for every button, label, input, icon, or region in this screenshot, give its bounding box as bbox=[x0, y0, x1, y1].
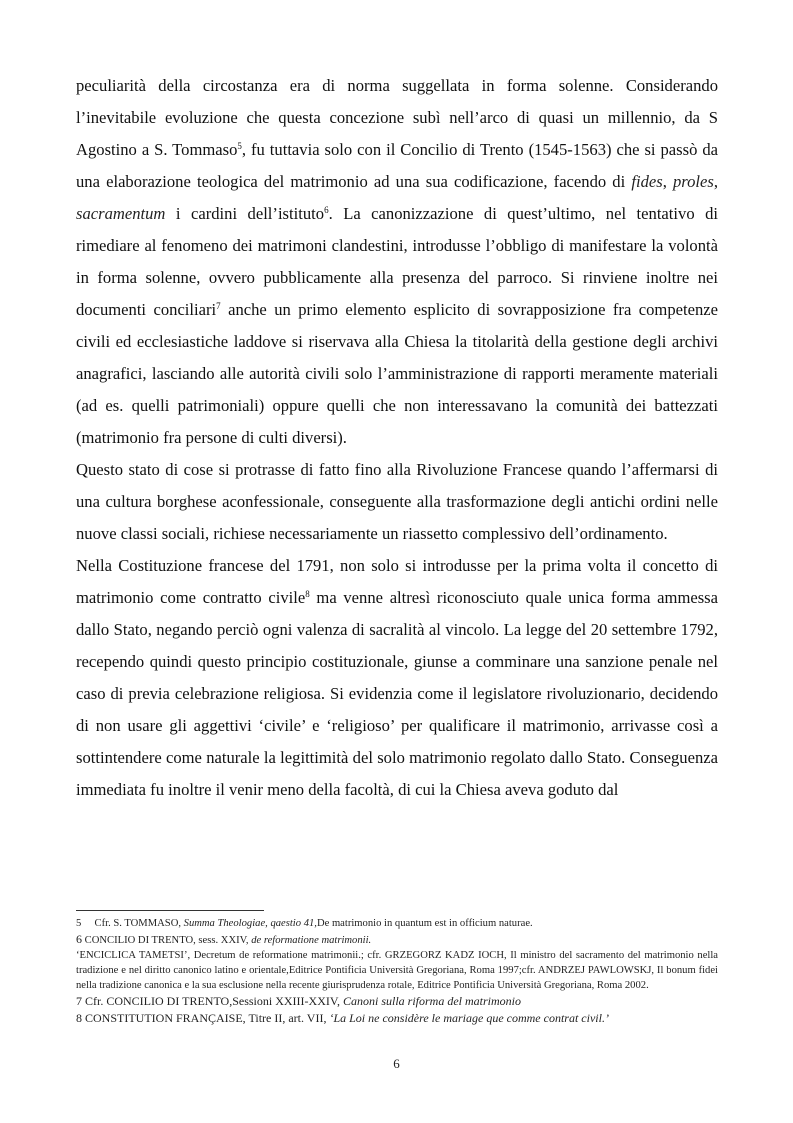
footnote-6 bbox=[76, 931, 718, 948]
term-proles: proles bbox=[672, 172, 714, 191]
footnote-ref-7[interactable]: 7 bbox=[216, 301, 221, 311]
text-run: anche un primo elemento esplicito di sovrapposizione fra competenze civili ed ecclesiastiche laddove si riservava alla Chiesa la titolarità della gestione degli archivi anagrafici, lasciando alle autorità civili solo l’amministrazione di rapporti meramente materiali (ad es. quelli patrimoniali) oppure quelli che non interessavano la comunità dei battezzati (matrimonio fra persone di culti diversi). bbox=[76, 300, 718, 447]
footnote-number: 6 bbox=[76, 932, 82, 946]
text-run: , fu tuttavia solo con il Concilio di Trento (1545-1563) che si passò da una elaborazione teologica del matrimonio ad una sua codificazione, facendo di bbox=[76, 140, 719, 191]
text-run: . La canonizzazione di quest’ultimo, nel tentativo di rimediare al fenomeno dei matrimoni clandestini, introdusse l’obbligo di manifestare la volontà in forma solenne, ovvero pubblicamente alla presenza del parroco. Si rinviene inoltre nei documenti conciliari bbox=[76, 204, 719, 319]
term-fides: fides bbox=[631, 172, 663, 191]
text-run: i cardini dell’istituto bbox=[165, 204, 325, 223]
footnote-separator bbox=[76, 910, 264, 911]
page-number: 6 bbox=[393, 1056, 400, 1071]
footnote-number: 7 bbox=[76, 994, 82, 1008]
footnote-ref-8[interactable]: 8 bbox=[305, 589, 310, 599]
paragraph-1 bbox=[76, 70, 718, 454]
footnote-italic: Canoni sulla riforma del matrimonio bbox=[343, 994, 522, 1008]
footnote-text: De matrimonio in quantum est in officium naturae. bbox=[316, 918, 533, 929]
text-run: peculiarità della circostanza era di norma suggellata in forma solenne. Considerando l’inevitabile evoluzione che questa concezione subì nell’arco di quasi un millennio, da S Agostino a S. Tommaso bbox=[76, 76, 718, 159]
paragraph-3 bbox=[76, 550, 718, 806]
footnote-ref-5[interactable]: 5 bbox=[237, 141, 242, 151]
text-run: , bbox=[713, 172, 718, 191]
footnote-5 bbox=[76, 916, 718, 931]
footnote-italic: ‘La Loi ne considère le mariage que comme contrat civil.’ bbox=[329, 1011, 609, 1025]
footnote-ref-6[interactable]: 6 bbox=[324, 205, 329, 215]
term-sacramentum: sacramentum bbox=[76, 204, 166, 223]
paragraph-2: Questo stato di cose si protrasse di fatto fino alla Rivoluzione Francese quando l’affermarsi di una cultura borghese aconfessionale, conseguente alla trasformazione degli antichi ordini nelle nuove classi sociali, richiese necessariamente un riassetto complessivo dell’ordinamento. bbox=[76, 460, 718, 543]
footnote-6-continued: ‘ENCICLICA TAMETSI’, Decretum de reformatione matrimonii.; cfr. GRZEGORZ KADZ IOCH, Il ministro del sacramento del matrimonio nella tradizione e nel diritto canonico latino e orientale,Editrice Pontificia Università Gregoriana, Roma 1997;cfr. ANDRZEJ PAWLOWSKJ, Il bonum fidei nella tradizione canonica e la sua esclusione nella recente giurisprudenza rotale, Editrice Pontificia Università Gregoriana, Roma 2002. bbox=[76, 950, 718, 991]
text-run: , bbox=[662, 172, 673, 191]
footnotes bbox=[76, 916, 718, 1027]
footnote-7 bbox=[76, 993, 718, 1010]
footnote-italic: de reformatione matrimonii. bbox=[251, 935, 372, 946]
footnote-text: Cfr. CONCILIO DI TRENTO,Sessioni XXIII-XXIV, bbox=[85, 994, 343, 1008]
footnote-italic: Summa Theologiae, qaestio 41, bbox=[183, 918, 317, 929]
footnote-8 bbox=[76, 1010, 718, 1027]
text-run: ma venne altresì riconosciuto quale unica forma ammessa dallo Stato, negando perciò ogni valenza di sacralità al vincolo. La legge del 20 settembre 1792, recependo quindi questo principio costituzionale, giunse a comminare una sanzione penale nel caso di previa celebrazione religiosa. Si evidenzia come il legislatore rivoluzionario, decidendo di non usare gli aggettivi ‘civile’ e ‘religioso’ per qualificare il matrimonio, arrivasse così a sottintendere come naturale la legittimità del solo matrimonio regolato dallo Stato. Conseguenza immediata fu inoltre il venir meno della facoltà, di cui la Chiesa aveva goduto dal bbox=[76, 588, 718, 799]
footnote-text: Cfr. S. TOMMASO, bbox=[94, 918, 184, 929]
footnote-text: CONSTITUTION FRANÇAISE, Titre II, art. VII, bbox=[85, 1011, 330, 1025]
text-run: Nella Costituzione francese del 1791, non solo si introdusse per la prima volta il concetto di matrimonio come contratto civile bbox=[76, 556, 718, 607]
footnote-text: CONCILIO DI TRENTO, sess. XXIV, bbox=[84, 935, 252, 946]
footnote-number: 5 bbox=[76, 918, 82, 929]
footnote-number: 8 bbox=[76, 1011, 82, 1025]
body-text bbox=[76, 70, 718, 806]
